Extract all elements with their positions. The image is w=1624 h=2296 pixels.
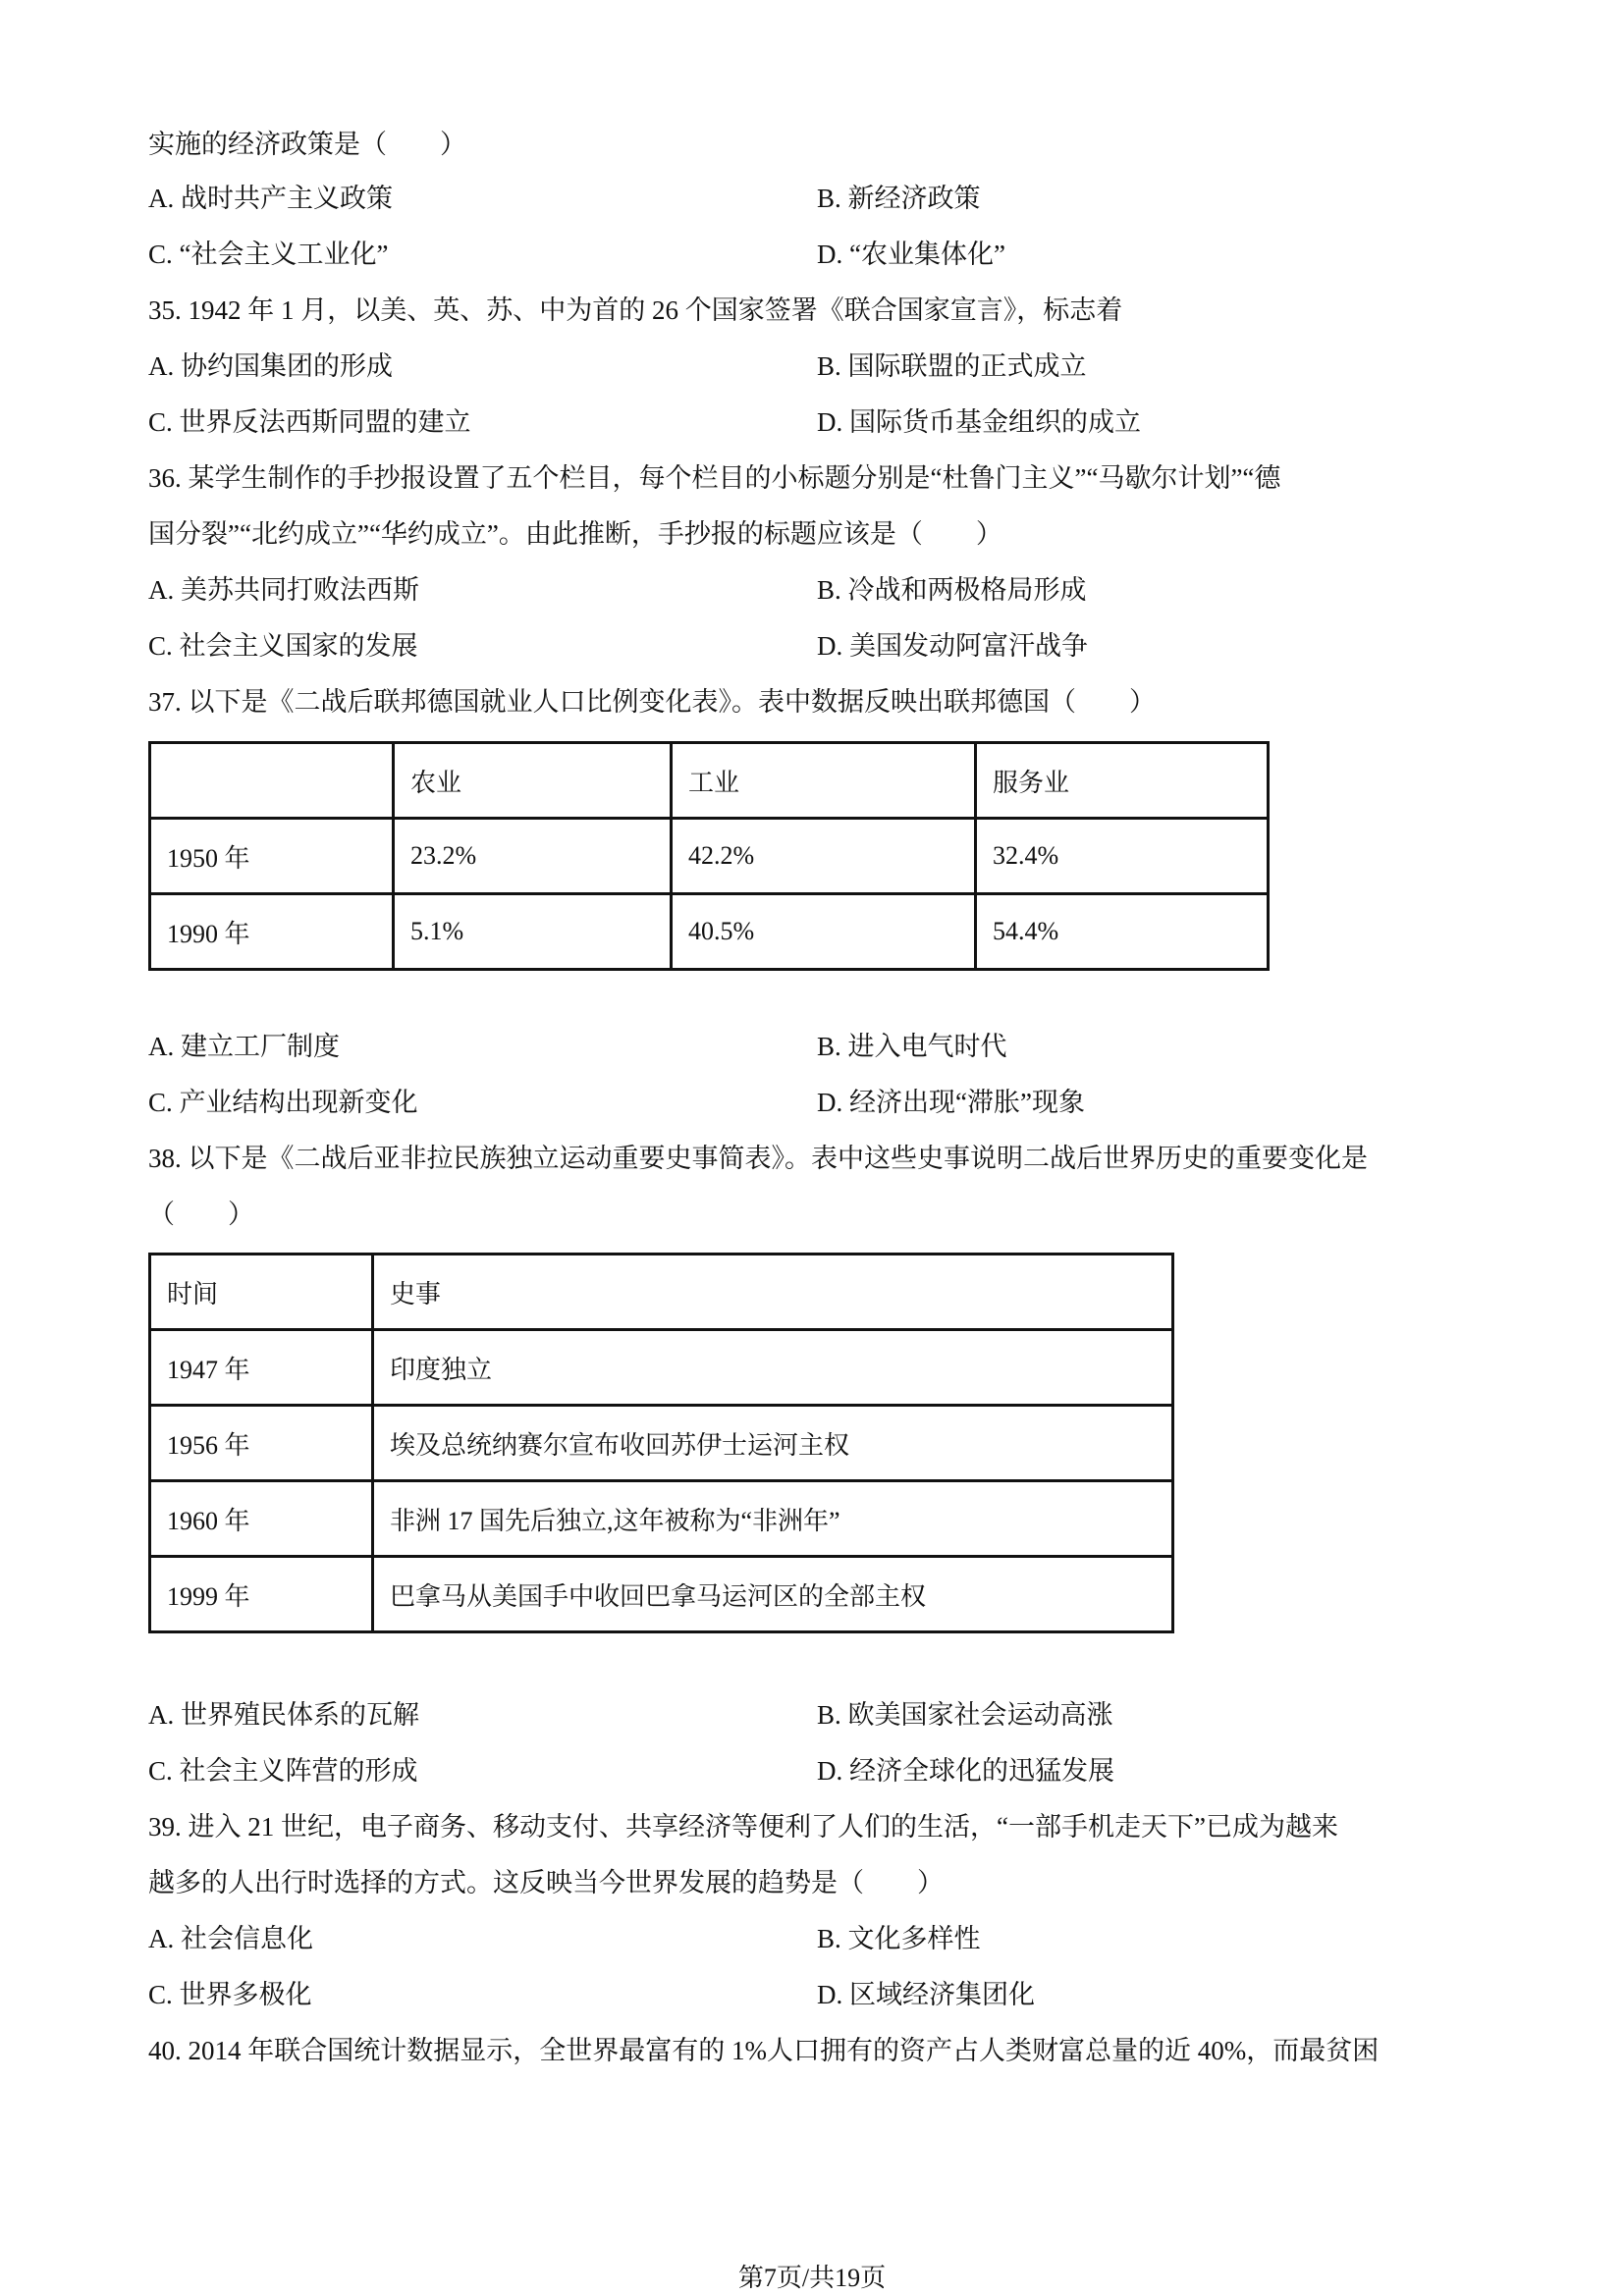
table-cell: 1999 年: [150, 1557, 373, 1632]
table-cell: 埃及总统纳赛尔宣布收回苏伊士运河主权: [373, 1406, 1173, 1481]
table-cell: 工业: [672, 743, 976, 819]
table-cell: 42.2%: [672, 819, 976, 894]
q34-stem-continued: 实施的经济政策是（ ）: [148, 130, 466, 159]
q37-option-d[interactable]: D. 经济出现“滞胀”现象: [817, 1088, 1085, 1117]
table-cell: 时间: [150, 1255, 373, 1330]
q38-option-c[interactable]: C. 社会主义阵营的形成: [148, 1756, 418, 1786]
table-row: [150, 1406, 1173, 1481]
q36-stem-line1: 36. 某学生制作的手抄报设置了五个栏目，每个栏目的小标题分别是“杜鲁门主义”“马歇尔计划”“德: [148, 463, 1281, 493]
q37-option-b[interactable]: B. 进入电气时代: [817, 1032, 1007, 1061]
q35-stem: 35. 1942 年 1 月，以美、英、苏、中为首的 26 个国家签署《联合国家宣言》，标志着: [148, 295, 1123, 325]
table-cell: 巴拿马从美国手中收回巴拿马运河区的全部主权: [373, 1557, 1173, 1632]
q38-option-d[interactable]: D. 经济全球化的迅猛发展: [817, 1756, 1114, 1786]
q39-stem-line2: 越多的人出行时选择的方式。这反映当今世界发展的趋势是（ ）: [148, 1868, 944, 1897]
table-cell: 非洲 17 国先后独立,这年被称为“非洲年”: [373, 1481, 1173, 1557]
table-cell: 1956 年: [150, 1406, 373, 1481]
table-cell: 1990 年: [150, 894, 394, 970]
q37-stem: 37. 以下是《二战后联邦德国就业人口比例变化表》。表中数据反映出联邦德国（ ）: [148, 687, 1156, 717]
q38-option-b[interactable]: B. 欧美国家社会运动高涨: [817, 1700, 1113, 1730]
table-cell: 1950 年: [150, 819, 394, 894]
table-row: [150, 1330, 1173, 1406]
q36-option-a[interactable]: A. 美苏共同打败法西斯: [148, 575, 419, 605]
table-cell: 服务业: [976, 743, 1269, 819]
q40-stem-line1: 40. 2014 年联合国统计数据显示，全世界最富有的 1%人口拥有的资产占人类财富总量的近 40%，而最贫困: [148, 2036, 1380, 2065]
independence-events-table: [148, 1253, 1174, 1633]
q34-option-d[interactable]: D. “农业集体化”: [817, 240, 1005, 269]
table-cell: 54.4%: [976, 894, 1269, 970]
q38-option-a[interactable]: A. 世界殖民体系的瓦解: [148, 1700, 419, 1730]
table-cell: 40.5%: [672, 894, 976, 970]
q39-option-b[interactable]: B. 文化多样性: [817, 1924, 981, 1953]
q34-option-c[interactable]: C. “社会主义工业化”: [148, 240, 389, 269]
q39-stem-line1: 39. 进入 21 世纪，电子商务、移动支付、共享经济等便利了人们的生活，“一部手机走天下”已成为越来: [148, 1812, 1338, 1842]
table-cell: [150, 743, 394, 819]
page-number: 第7页/共19页: [737, 2264, 887, 2292]
q39-option-a[interactable]: A. 社会信息化: [148, 1924, 313, 1953]
q38-stem-line1: 38. 以下是《二战后亚非拉民族独立运动重要史事简表》。表中这些史事说明二战后世界历史的重要变化是: [148, 1144, 1368, 1173]
q35-option-a[interactable]: A. 协约国集团的形成: [148, 351, 393, 381]
table-cell: 32.4%: [976, 819, 1269, 894]
table-cell: 史事: [373, 1255, 1173, 1330]
table-row: [150, 1557, 1173, 1632]
q35-option-c[interactable]: C. 世界反法西斯同盟的建立: [148, 407, 471, 437]
q37-option-c[interactable]: C. 产业结构出现新变化: [148, 1088, 418, 1117]
table-cell: 1947 年: [150, 1330, 373, 1406]
table-cell: 1960 年: [150, 1481, 373, 1557]
table-header-row: [150, 1255, 1173, 1330]
q39-option-d[interactable]: D. 区域经济集团化: [817, 1980, 1035, 2009]
q37-option-a[interactable]: A. 建立工厂制度: [148, 1032, 340, 1061]
table-header-row: [150, 743, 1269, 819]
table-cell: 农业: [394, 743, 672, 819]
q38-stem-line2: （ ）: [148, 1200, 254, 1229]
q36-option-c[interactable]: C. 社会主义国家的发展: [148, 631, 418, 661]
q36-stem-line2: 国分裂”“北约成立”“华约成立”。由此推断，手抄报的标题应该是（ ）: [148, 519, 1002, 549]
table-row: [150, 894, 1269, 970]
q39-option-c[interactable]: C. 世界多极化: [148, 1980, 312, 2009]
table-cell: 23.2%: [394, 819, 672, 894]
table-row: [150, 819, 1269, 894]
table-cell: 印度独立: [373, 1330, 1173, 1406]
q36-option-b[interactable]: B. 冷战和两极格局形成: [817, 575, 1087, 605]
q35-option-d[interactable]: D. 国际货币基金组织的成立: [817, 407, 1141, 437]
q34-option-b[interactable]: B. 新经济政策: [817, 184, 981, 213]
employment-table: [148, 741, 1270, 971]
q35-option-b[interactable]: B. 国际联盟的正式成立: [817, 351, 1087, 381]
q34-option-a[interactable]: A. 战时共产主义政策: [148, 184, 393, 213]
table-row: [150, 1481, 1173, 1557]
q36-option-d[interactable]: D. 美国发动阿富汗战争: [817, 631, 1088, 661]
table-cell: 5.1%: [394, 894, 672, 970]
